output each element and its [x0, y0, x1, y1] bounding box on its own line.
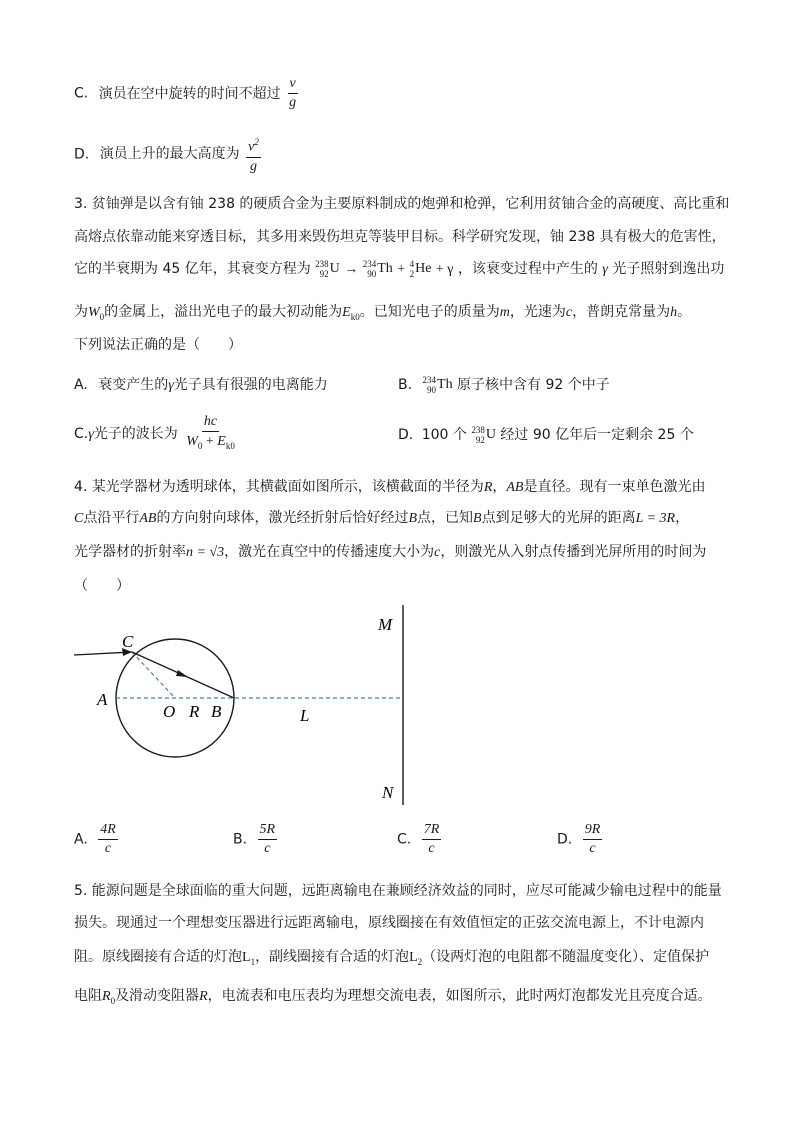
q4-line-4: （ ） [74, 578, 130, 594]
q3-l4-a: 为 [74, 304, 88, 320]
opt-label: B. [398, 377, 413, 393]
q3-line-3-post: ，该衰变过程中产生的 [457, 261, 598, 277]
frac-num: 4R [98, 822, 118, 840]
label-m: M [378, 615, 393, 634]
q2-option-c-fraction [287, 76, 298, 111]
q5-l4-a: 电阻 [74, 988, 102, 1004]
label-b: B [211, 702, 222, 721]
q2-option-c[interactable] [74, 76, 300, 111]
q5-l3-c: （设两灯泡的电阻都不随温度变化）、定值保护 [422, 949, 710, 965]
q4-line-3 [74, 541, 706, 561]
q2-option-c-label: C. [74, 85, 89, 102]
q4-l2-a: 点沿平行 [83, 510, 140, 526]
nuclide-th234 [363, 259, 393, 279]
l1-sub: 1 [250, 956, 256, 967]
gamma-symbol: γ [168, 378, 174, 393]
frac-num: 7R [422, 822, 442, 840]
frac-num [246, 134, 261, 158]
q5-line-2: 损失。现通过一个理想变压器进行远距离输电，原线圈接在有效值恒定的正弦交流电源上，不计电源内 [74, 915, 704, 931]
label-r: R [189, 702, 200, 721]
opt-a-post: 光子具有很强的电离能力 [173, 377, 328, 393]
u-z: 92 [319, 269, 329, 279]
he-z: 2 [409, 269, 415, 279]
q4-l3-b: ，激光在真空中的传播速度大小为 [224, 544, 435, 560]
nuclide-th234 [423, 375, 453, 395]
ek-sub: k0 [350, 311, 360, 322]
th-mass: 234 [422, 375, 437, 385]
gamma-term: + γ [435, 262, 454, 277]
q5-l3-b: ，副线圈接有合适的灯泡 [255, 949, 410, 965]
frac-num-exp: 2 [254, 137, 259, 147]
q3-line-3-pre: 它的半衰期为 45 亿年，其衰变方程为 [74, 261, 311, 277]
q4-l1-c: 是直径。现有一束单色激光由 [523, 479, 706, 495]
u-mass: 238 [471, 425, 485, 435]
q4-l1-a: 4. 某光学器材为透明球体，其横截面如图所示，该横截面的半径为 [74, 479, 484, 495]
q4-option-d[interactable] [557, 822, 604, 857]
optics-diagram [60, 600, 420, 810]
q5-line-4 [74, 985, 712, 1006]
opt-label: A. [74, 377, 88, 393]
b-point: B [408, 511, 418, 526]
q3-option-c[interactable] [74, 414, 239, 454]
th-z: 90 [427, 385, 437, 395]
q4-l1-b: ， [492, 479, 507, 495]
q5-l4-c: ，电流表和电压表均为理想交流电表，如图所示，此时两灯泡都发光且亮度合适。 [207, 988, 712, 1004]
frac-num-v: v [248, 139, 255, 155]
decay-arrow: → [344, 262, 359, 277]
l2-sub: 2 [417, 956, 423, 967]
opt-d-post: 经过 90 亿年后一定剩余 25 个 [500, 427, 694, 443]
opt-label: D. [557, 831, 573, 848]
q3-option-b[interactable] [398, 374, 610, 395]
l2-symbol: L [409, 950, 418, 965]
q4-l3-d: ，则激光从入射点传播到光屏所用的时间为 [440, 544, 707, 560]
label-l: L [300, 706, 310, 725]
frac-den: g [250, 158, 257, 174]
l-equation: L = 3R [635, 511, 676, 526]
q3-line-5: 下列说法正确的是（ ） [74, 337, 242, 353]
answer-fraction [98, 822, 118, 857]
frac-num: 9R [583, 822, 603, 840]
th-z: 90 [367, 269, 377, 279]
label-n: N [382, 783, 394, 802]
u-sym: U [485, 427, 496, 442]
he-mass: 4 [409, 259, 415, 269]
opt-d-pre: 100 个 [421, 427, 467, 443]
q3-line-4 [74, 301, 691, 322]
answer-fraction [583, 822, 603, 857]
h-symbol: h [670, 305, 678, 320]
u-sym: U [329, 261, 340, 276]
den-plus: + [202, 434, 218, 449]
frac-num: 5R [258, 822, 278, 840]
label-a: A [97, 690, 108, 709]
opt-a-pre: 衰变产生的 [98, 377, 169, 393]
m-symbol: m [499, 305, 510, 320]
q3-l4-d: ，光速为 [509, 304, 566, 320]
q5-l3-a: 阻。原线圈接有合适的灯泡 [74, 949, 242, 965]
ab-symbol: AB [506, 480, 524, 495]
q4-option-a[interactable] [74, 822, 120, 857]
b-point: B [473, 511, 482, 526]
q4-l2-b: 的方向射向球体，激光经折射后恰好经过 [156, 510, 409, 526]
den-w-sub: 0 [197, 440, 203, 451]
q5-line-3 [74, 946, 709, 967]
q4-l3-a: 光学器材的折射率 [74, 544, 186, 560]
w0-sub: 0 [99, 311, 105, 322]
label-o: O [163, 702, 176, 721]
l1-symbol: L [242, 950, 251, 965]
q4-option-c[interactable] [397, 822, 443, 857]
refracted-arrowhead [176, 670, 188, 677]
q4-option-b[interactable] [233, 822, 279, 857]
q2-option-c-text: 演员在空中旋转的时间不超过 [98, 85, 281, 102]
q5-line-1: 5. 能源问题是全球面临的重大问题，远距离输电在兼顾经济效益的同时，应尽可能减少输电过程中的能量 [74, 883, 722, 899]
n-equation: n = √3 [186, 545, 225, 560]
normal-dashed-line [132, 652, 175, 698]
opt-label: C. [397, 831, 412, 848]
den-w: W [186, 434, 198, 449]
w0-symbol: W [88, 305, 100, 320]
frac-num: hc [202, 414, 219, 432]
ek-symbol: E [342, 305, 351, 320]
frac-den: c [264, 841, 271, 856]
q3-option-d[interactable] [398, 424, 694, 445]
opt-label: C. [74, 425, 89, 442]
q3-line-3-end: 光子照射到逸出功 [612, 261, 725, 277]
q3-line-3 [74, 258, 724, 279]
frac-den: c [589, 841, 596, 856]
q3-l4-e: ，普朗克常量为 [572, 304, 671, 320]
q2-option-d-text: 演员上升的最大高度为 [99, 146, 240, 163]
q3-option-a[interactable] [74, 374, 328, 394]
c-symbol: c [565, 305, 573, 320]
gamma-symbol: γ [602, 262, 608, 277]
th-mass: 234 [362, 259, 377, 269]
ab-symbol: AB [139, 511, 157, 526]
frac-den [184, 432, 237, 454]
opt-c-pre: 光子的波长为 [93, 425, 178, 442]
plus-sign: + [397, 262, 406, 277]
q3-l4-c: 。已知光电子的质量为 [359, 304, 500, 320]
wavelength-fraction [184, 414, 237, 454]
q4-l2-d: 点到足够大的光屏的距离 [481, 510, 636, 526]
answer-fraction [258, 822, 278, 857]
r-symbol: R [483, 480, 493, 495]
c-symbol: c [434, 545, 441, 560]
u-z: 92 [475, 435, 485, 445]
gamma-symbol: γ [88, 426, 94, 442]
u-mass: 238 [315, 259, 329, 269]
den-e: E [217, 434, 226, 449]
r0-sub: 0 [110, 995, 116, 1006]
q4-line-2 [74, 507, 689, 527]
q2-option-d-label: D. [74, 146, 90, 163]
frac-num: v [288, 76, 298, 94]
r-symbol: R [199, 989, 208, 1004]
th-sym: Th [437, 377, 453, 392]
den-e-sub: k0 [225, 440, 235, 451]
opt-label: A. [74, 831, 88, 848]
q3-line-1: 3. 贫铀弹是以含有铀 238 的硬质合金为主要原料制成的炮弹和枪弹，它利用贫铀合金的高硬度、高比重和 [74, 196, 730, 212]
frac-den: c [104, 841, 112, 856]
q3-l4-f: 。 [677, 304, 692, 320]
q5-l4-b: 及滑动变阻器 [115, 988, 200, 1004]
label-c: C [122, 632, 134, 651]
q4-l2-c: 点，已知 [417, 510, 474, 526]
frac-den: c [428, 841, 435, 856]
nuclide-he4 [410, 259, 432, 279]
opt-label: D. [398, 427, 414, 443]
answer-fraction [422, 822, 442, 857]
q2-option-d[interactable] [74, 134, 263, 175]
q3-l4-b: 的金属上，溢出光电子的最大初动能为 [104, 304, 343, 320]
nuclide-u238 [315, 259, 340, 279]
opt-label: B. [233, 831, 248, 848]
q3-line-2: 高熔点依靠动能来穿透目标，其多用来毁伤坦克等装甲目标。科学研究发现，铀 238 具有极大的危害性， [74, 229, 726, 245]
c-point: C [74, 511, 84, 526]
q2-option-d-fraction [246, 134, 261, 175]
opt-b-post: 原子核中含有 92 个中子 [457, 377, 610, 393]
frac-den: g [289, 95, 297, 110]
th-sym: Th [377, 261, 393, 276]
q4-line-1 [74, 476, 705, 496]
he-sym: He [415, 261, 432, 276]
q4-l2-e: ， [675, 510, 690, 526]
r0-symbol: R [102, 989, 111, 1004]
nuclide-u238 [471, 425, 496, 445]
